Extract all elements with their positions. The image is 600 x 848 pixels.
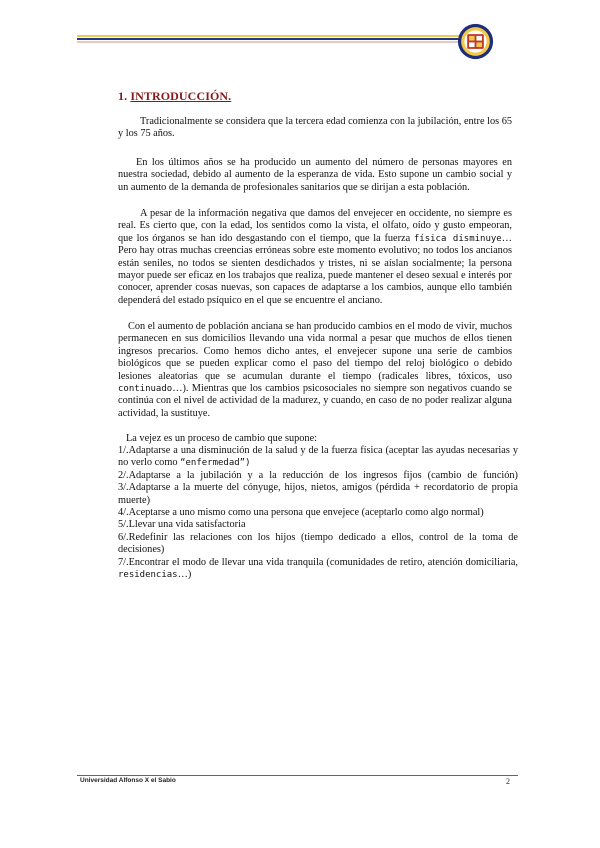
- list-item: 5/.Llevar una vida satisfactoria: [118, 519, 246, 531]
- list-item: 6/.Redefinir las relaciones con los hijos (tiempo dedicado a ellos, control de la toma de decisiones): [118, 531, 518, 556]
- header-rule-blue: [77, 38, 460, 40]
- paragraph-1: [118, 116, 512, 141]
- list-item-7-text: 7/.Encontrar el modo de llevar una vida tranquila (comunidades de retiro, atención domiciliaria,: [118, 556, 518, 568]
- section-title: [118, 89, 231, 104]
- paragraph-4-part-b: …). Mientras que los cambios psicosociales no siempre son negativos cuando se continúa con el nivel de actividad de la madurez, y cuando, en caso de no poder realizar alguna actividad, la sustituye.: [118, 383, 512, 419]
- paragraph-2: [118, 157, 512, 194]
- paragraph-3-part-a: A pesar de la información negativa que damos del envejecer en occidente, no siempre es real. Es cierto que, con la edad, los sentidos como la vista, el olfato, oído y gusto empeoran, que los órganos se han ido desgastando con el tiempo, que la fuerza: [118, 208, 512, 244]
- list-intro: La vejez es un proceso de cambio que supone:: [126, 433, 317, 444]
- list-item-1-text: 1/.Adaptarse a una disminución de la salud y de la fuerza física (aceptar las ayudas necesarias y no verlo como: [118, 445, 518, 469]
- paragraph-4-emphasis: continuado: [118, 384, 173, 395]
- list-item: [118, 557, 518, 582]
- list-item: [118, 445, 518, 470]
- list-item-1-emphasis: “enfermedad”): [180, 458, 251, 469]
- paragraph-3: [118, 208, 512, 307]
- footer-university: Universidad Alfonso X el Sabio: [80, 777, 176, 784]
- section-number: 1.: [118, 89, 128, 103]
- paragraph-1-text: Tradicionalmente se considera que la tercera edad comienza con la jubilación, entre los 65 y los 75 años.: [118, 116, 512, 140]
- paragraph-3-text: [118, 208, 512, 307]
- list-item: 4/.Aceptarse a uno mismo como una persona que envejece (aceptarlo como algo normal): [118, 507, 484, 519]
- university-seal-icon: [457, 23, 494, 60]
- list-item-7-emphasis: residencias: [118, 570, 178, 581]
- page-number: 2: [506, 777, 510, 786]
- paragraph-3-part-b: … Pero hay otras muchas creencias erróneas sobre este momento evolutivo; no todos los ancianos están seniles, no todos se sienten desdichados y tristes, ni se aíslan socialmente; la persona mayor puede ser eficaz en los trabajos que realiza, puede mantener el deseo sexual e interés por conocer, aprender cosas nuevas, son capaces de adaptarse a los cambios, aunque ello también dependerá del estado psíquico en el que se encuentre el anciano.: [118, 232, 512, 306]
- list-item-7-end: …): [177, 569, 192, 581]
- paragraph-4: [118, 321, 512, 420]
- paragraph-2-text: En los últimos años se ha producido un aumento del número de personas mayores en nuestra sociedad, debido al aumento de la esperanza de vida. Esto supone un cambio social y un aumento de la demanda de profesionales sanitarios que se dirijan a esta población.: [118, 157, 512, 193]
- list-item: 2/.Adaptarse a la jubilación y a la reducción de los ingresos fijos (cambio de función) 3/.Adaptarse a la muerte del cónyuge, hijos, nietos, amigos (pérdida + recordatorio de propia muerte): [118, 469, 518, 506]
- footer-rule: [77, 775, 518, 776]
- paragraph-3-emphasis: física disminuye: [413, 233, 502, 244]
- header-rule-pink: [77, 41, 460, 43]
- section-title-text: INTRODUCCIÓN.: [130, 89, 232, 103]
- paragraph-4-text: [118, 321, 512, 420]
- header-rule-gold: [77, 35, 460, 37]
- paragraph-4-part-a: Con el aumento de población anciana se han producido cambios en el modo de vivir, muchos permanecen en sus domicilios llevando una vida normal a pesar que muchos de ellos tienen ingresos precarios. Como hemos dicho antes, el envejecer supone una serie de cambios biológicos que se pueden explicar como el paso del tiempo del reloj biológico o debido lesiones aleatorias que se acumulan durante el tiempo (radicales libres, tóxicos, uso: [118, 321, 512, 382]
- change-list: [118, 445, 518, 581]
